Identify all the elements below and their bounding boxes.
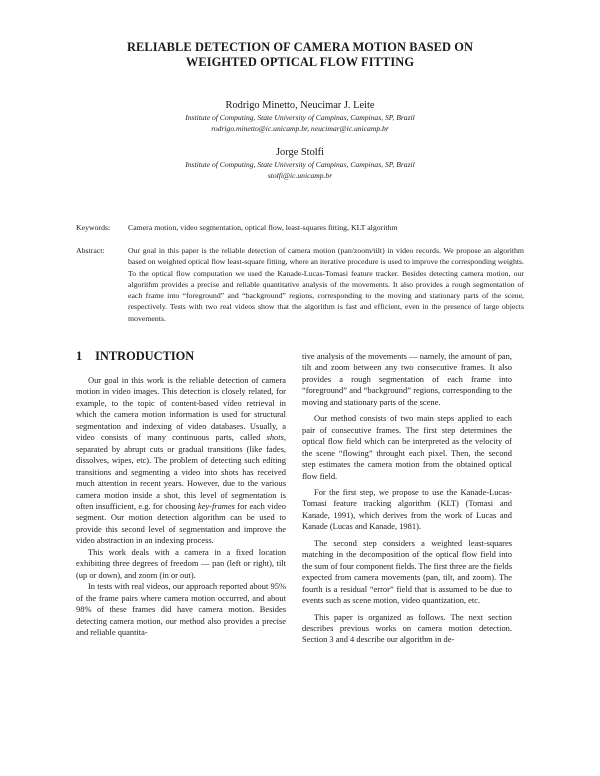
- intro-paragraph-4: Our method consists of two main steps applied to each pair of consecutive frames. The first step determines the optical flow field which can be interpreted as the velocity of the scene “flowing” throught each pixel. Then, the second step estimates the camera motion from the obtained optical flow field.: [302, 413, 512, 481]
- emphasis-text: shots: [266, 432, 284, 443]
- author-email: rodrigo.minetto@ic.unicamp.br, neucimar@ic.unicamp.br: [211, 124, 389, 133]
- paragraph-text: Our goal in this work is the reliable detection of camera motion in video images. This detection is closely related, for example, to the topic of content-based video retrieval in which the camera motion information is used for structural segmentation and indexing of video databases. Usually, a video consists of many continuous parts, called: [76, 375, 286, 443]
- intro-paragraph-6: The second step considers a weighted least-squares matching in the decomposition of the optical flow field into the sum of four component fields. The first three are the fields expected from camera movements (pan, tilt, and zoom). The fourth is a residual “error” field that is assumed to be due to events such as scene motion, video quantization, etc.: [302, 537, 512, 606]
- intro-paragraph-2: This work deals with a camera in a fixed location exhibiting three degrees of freedom — pan (left or right), tilt (up or down), and zoom (in or out).: [76, 546, 286, 580]
- author-affiliation: Institute of Computing, State University of Campinas, Campinas, SP, Brazil: [185, 160, 415, 169]
- author-block-1: [60, 99, 540, 134]
- intro-paragraph-continued: tive analysis of the movements — namely, the amount of pan, tilt and zoom between any two consecutive frames. It also provides a rough segmentation of each frame into “foreground” and “background” regions, corresponding to the moving and stationary parts of the scene.: [302, 351, 512, 407]
- section-number: 1: [76, 349, 83, 363]
- right-column: [302, 351, 512, 646]
- paper-title-line-2: WEIGHTED OPTICAL FLOW FITTING: [185, 55, 415, 69]
- section-title: INTRODUCTION: [95, 349, 195, 363]
- left-column: [76, 349, 286, 638]
- intro-paragraph-1: [76, 375, 286, 547]
- author-names: Jorge Stolfi: [275, 147, 324, 158]
- paragraph-text: for each video segment. Our motion detection algorithm can be used to provide this second level of segmentation and improve the video abstraction in an indexing process.: [76, 500, 286, 546]
- intro-paragraph-5: For the first step, we propose to use the Kanade-Lucas-Tomasi feature tracking algorithm (KLT) (Tomasi and Kanade, 1991), which derives from the work of Lucas and Kanade (Lucas and Kanade, 1981).: [302, 486, 512, 532]
- abstract-text: Our goal in this paper is the reliable detection of camera motion (pan/zoom/tilt) in video records. We propose an algorithm based on weighted optical flow least-square fitting, where an iterative procedure is used to improve the corresponding weights. To the optical flow computation we used the Kanade-Lucas-Tomasi feature tracker. Besides detecting camera motion, our algorithm provides a precise and reliable quantitative analysis of the movements. It also provides a rough segmentation of each frame into “foreground” and “background” regions, corresponding to the moving and stationary parts of the scene, respectively. Tests with two real videos show that the algorithm is fast and efficient, even in the presence of large objects movements.: [128, 246, 525, 323]
- paragraph-text: , separated by abrupt cuts or gradual transitions (like fades, dissolves, wipes, etc). The problem of detecting such editing transitions and segmenting a video into shots has received much attention in recent years. However, due to the various camera motion inside a shot, this level of segmentation is often insufficient, e.g. for choosing: [76, 432, 286, 511]
- paper-title: [60, 40, 540, 70]
- author-affiliation: Institute of Computing, State University of Campinas, Campinas, SP, Brazil: [185, 113, 415, 122]
- intro-paragraph-7: This paper is organized as follows. The next section describes previous works on camera motion detection. Section 3 and 4 describe our algorithm in de-: [302, 611, 512, 645]
- author-block-2: [60, 146, 540, 181]
- paper-title-line-1: RELIABLE DETECTION OF CAMERA MOTION BASED ON: [126, 40, 474, 54]
- author-names: Rodrigo Minetto, Neucimar J. Leite: [225, 100, 375, 111]
- keywords-text: Camera motion, video segmentation, optical flow, least-squares fitting, KLT algorithm: [128, 223, 398, 232]
- abstract-label: Abstract:: [76, 246, 105, 255]
- author-email: stolfi@ic.unicamp.br: [267, 171, 333, 180]
- emphasis-text: key-frames: [197, 500, 235, 511]
- keywords-label: Keywords:: [76, 223, 111, 232]
- intro-paragraph-3: In tests with real videos, our approach reported about 95% of the frame pairs where camera motion occurred, and about 98% of these frames did have camera motion. Besides detecting camera motion, our method also provides a precise and reliable quantita-: [76, 581, 286, 637]
- section-heading: [76, 349, 286, 363]
